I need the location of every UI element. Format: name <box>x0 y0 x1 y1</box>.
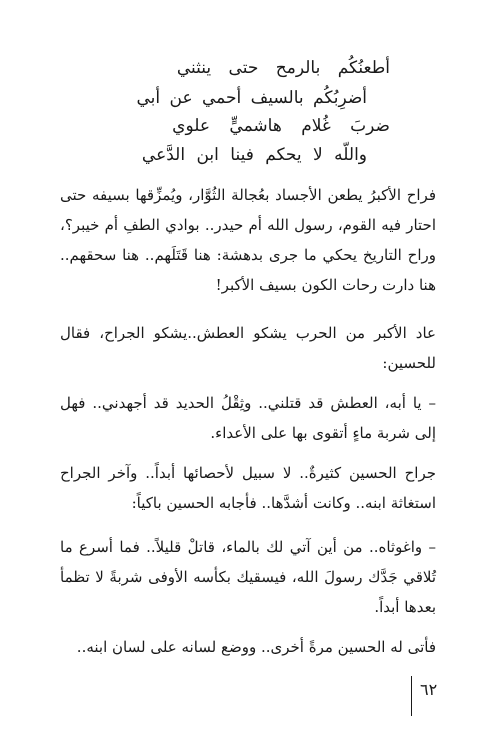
paragraph: فراح الأكبرُ يطعن الأجساد بعُجالة الثُوَّار، ويُمزِّقها بسيفه حتى احتار فيه القوم، رسول الله أم حيدر.. بوادي الطفِ أم خيبر؟، وراح التاريخ يحكي ما جرى بدهشة: هنا قَتَلَهم.. هنا سحقهم.. هنا دارت رحات الكون بسيف الأكبر! <box>60 186 436 294</box>
paragraph: جراح الحسين كثيرةٌ.. لا سبيل لأحصائها أبداً.. وآخر الجراح استغاثة ابنه.. وكانت أشدَّها.. فأجابه الحسين باكياً: <box>60 464 436 512</box>
poem-line: واللّه لا يحكم فينا ابن الدَّعي <box>141 145 367 165</box>
page-number: ٦٢ <box>420 680 438 699</box>
page-number-divider <box>411 676 412 716</box>
paragraph: – واغوثاه.. من أين آتي لك بالماء، قاتلْ قليلاً.. فما أسرع ما تُلاقي جَدَّك رسولَ الله، فيسقيك بكأسه الأوفى شربةً لا تظمأ بعدها أبداً. <box>60 538 436 616</box>
poem-line: ضربَ غُلام هاشميٍّ علوي <box>172 116 390 136</box>
paragraph: عاد الأكبر من الحرب يشكو العطش..يشكو الجراح، فقال للحسين: <box>60 324 436 372</box>
paragraph: – يا أبه، العطش قد قتلني.. وثِقْلُ الحديد قد أجهدني.. فهل إلى شربة ماءٍ أتقوى بها على الأعداء. <box>60 394 436 442</box>
poem-line: أضرِبُكُم بالسيف أحمي عن أبي <box>136 88 367 108</box>
poem-line: أطعنُكُم بالرمح حتى ينثني <box>176 58 390 78</box>
paragraph: فأتى له الحسين مرةً أخرى.. ووضع لسانه على لسان ابنه.. <box>76 638 436 656</box>
